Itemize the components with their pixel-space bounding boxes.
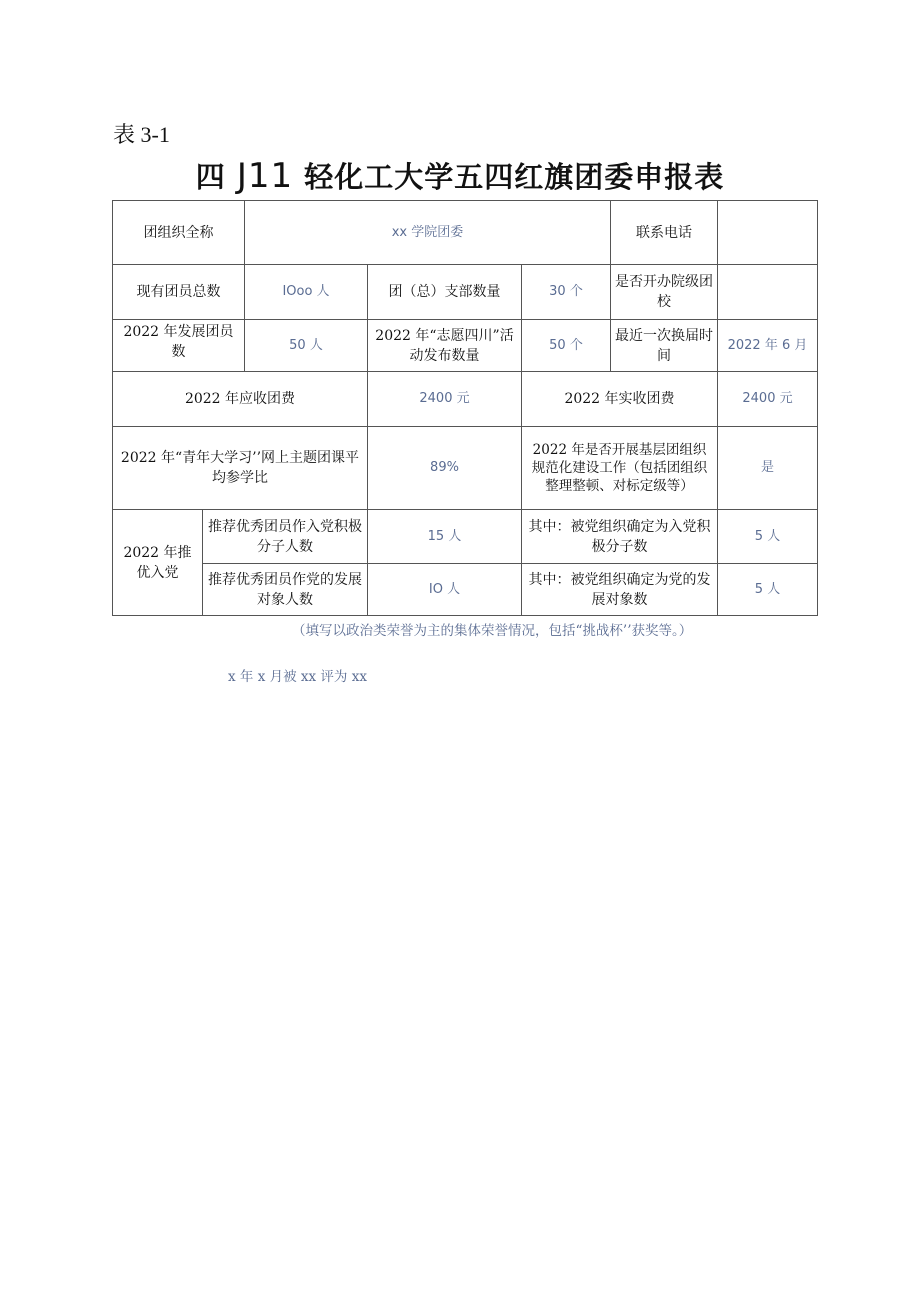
candidate-label: 推荐优秀团员作党的发展对象人数	[203, 564, 368, 616]
volunteer-value[interactable]: 50 个	[522, 320, 611, 372]
recruit-value[interactable]: 50 人	[245, 320, 368, 372]
honor-entry[interactable]: x 年 x 月被 xx 评为 xx	[228, 669, 367, 685]
school-value[interactable]	[718, 265, 818, 320]
standard-value[interactable]: 是	[718, 427, 818, 510]
title-part-1: 四	[195, 160, 226, 194]
phone-label: 联系电话	[611, 201, 718, 265]
fee-due-value[interactable]: 2400 元	[368, 372, 522, 427]
title-part-2: J11	[236, 156, 294, 196]
table-row	[113, 265, 818, 320]
table-number: 表 3-1	[113, 122, 170, 147]
title-part-3: 轻化工大学五四红旗团委申报表	[304, 160, 725, 194]
honor-instructions: （填写以政治类荣誉为主的集体荣誉情况，包括“挑战杯’’获奖等。）	[292, 623, 693, 639]
table-row	[113, 201, 818, 265]
activist-label: 推荐优秀团员作入党积极分子人数	[203, 510, 368, 564]
volunteer-label: 2022 年“志愿四川”活动发布数量	[368, 320, 522, 372]
standard-label: 2022 年是否开展基层团组织规范化建设工作（包括团组织整理整顿、对标定级等）	[522, 427, 718, 510]
candidate-confirmed-value[interactable]: 5 人	[718, 564, 818, 616]
fee-paid-value[interactable]: 2400 元	[718, 372, 818, 427]
table-row	[113, 372, 818, 427]
phone-value[interactable]	[718, 201, 818, 265]
branches-value[interactable]: 30 个	[522, 265, 611, 320]
election-label: 最近一次换届时间	[611, 320, 718, 372]
org-name-label: 团组织全称	[113, 201, 245, 265]
table-row	[113, 564, 818, 616]
study-value[interactable]: 89%	[368, 427, 522, 510]
members-label: 现有团员总数	[113, 265, 245, 320]
recommend-label: 2022 年推优入党	[113, 510, 203, 616]
candidate-confirmed-label: 其中：被党组织确定为党的发展对象数	[522, 564, 718, 616]
table-row	[113, 510, 818, 564]
fee-paid-label: 2022 年实收团费	[522, 372, 718, 427]
table-row	[113, 427, 818, 510]
page-title	[0, 155, 920, 196]
activist-confirmed-value[interactable]: 5 人	[718, 510, 818, 564]
table-row	[113, 320, 818, 372]
branches-label: 团（总）支部数量	[368, 265, 522, 320]
application-form-table	[112, 200, 818, 616]
org-name-value[interactable]: xx 学院团委	[245, 201, 611, 265]
candidate-value[interactable]: IO 人	[368, 564, 522, 616]
recruit-label: 2022 年发展团员数	[113, 320, 245, 372]
members-value[interactable]: IOoo 人	[245, 265, 368, 320]
activist-confirmed-label: 其中：被党组织确定为入党积极分子数	[522, 510, 718, 564]
election-value[interactable]: 2022 年 6 月	[718, 320, 818, 372]
school-label: 是否开办院级团校	[611, 265, 718, 320]
fee-due-label: 2022 年应收团费	[113, 372, 368, 427]
study-label: 2022 年“青年大学习’’网上主题团课平均参学比	[113, 427, 368, 510]
activist-value[interactable]: 15 人	[368, 510, 522, 564]
